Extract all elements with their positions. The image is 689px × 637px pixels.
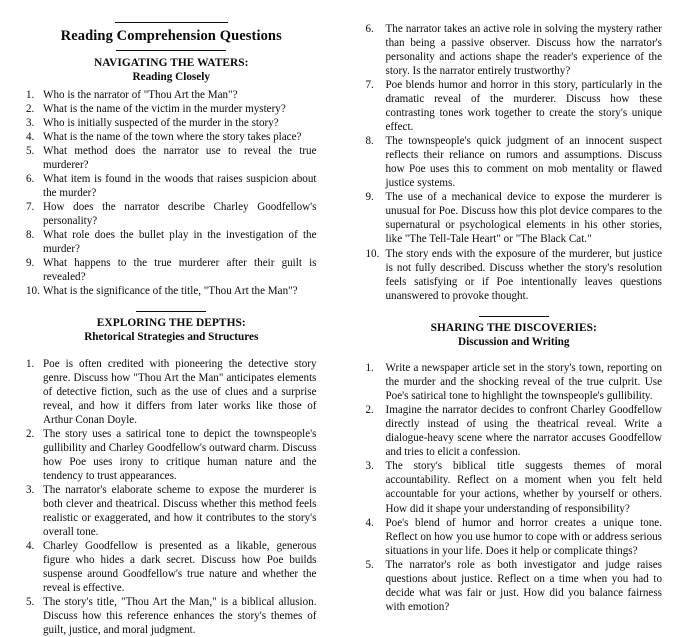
list-item-text: The story ends with the exposure of the murderer, but justice is not fully described. Discuss whether the story's resolution feels satisfying or if Poe intentionally leaves questions unanswered to provoke thought. bbox=[386, 248, 663, 302]
list-item-number: 7. bbox=[366, 78, 384, 92]
list-item-number: 9. bbox=[366, 190, 384, 204]
title-rule-below bbox=[116, 50, 226, 51]
list-item bbox=[26, 116, 317, 130]
left-column bbox=[0, 0, 345, 516]
rhetorical-strategies-list bbox=[26, 357, 317, 637]
list-item-number: 3. bbox=[366, 459, 384, 473]
list-item-number: 2. bbox=[26, 427, 41, 441]
list-item bbox=[26, 357, 317, 427]
list-item-number: 5. bbox=[366, 558, 384, 572]
list-item bbox=[366, 558, 663, 614]
list-item-text: The story uses a satirical tone to depict the townspeople's gullibility and Charley Goodfellow's outward charm. Discuss how Poe uses irony to critique human nature and the tendency to trust appearances. bbox=[43, 428, 317, 482]
list-item-number: 3. bbox=[26, 116, 41, 130]
list-item bbox=[366, 78, 663, 134]
list-item bbox=[26, 88, 317, 102]
list-item bbox=[26, 102, 317, 116]
list-item bbox=[366, 403, 663, 459]
list-item-number: 6. bbox=[26, 172, 41, 186]
list-item-text: The narrator's elaborate scheme to expose the murderer is both clever and theatrical. Discuss whether this method feels realistic or exaggerated, and how it contributes to the story's overall tone. bbox=[43, 484, 317, 538]
section-subheading-rhetorical-strategies: Rhetorical Strategies and Structures bbox=[26, 331, 317, 345]
list-item-number: 2. bbox=[366, 403, 384, 417]
list-item-number: 3. bbox=[26, 483, 41, 497]
list-item-number: 10. bbox=[26, 284, 41, 298]
list-item-text: What is the name of the town where the story takes place? bbox=[43, 131, 301, 143]
list-item bbox=[26, 595, 317, 637]
page-title: Reading Comprehension Questions bbox=[26, 28, 317, 45]
list-item-text: What role does the bullet play in the investigation of the murder? bbox=[43, 229, 317, 255]
list-item bbox=[26, 256, 317, 284]
list-item-text: The story's biblical title suggests themes of moral accountability. Reflect on a moment when you felt held accountable for your actions, whether by yourself or others. How did it shape your understanding of responsibility? bbox=[386, 460, 663, 514]
list-item-number: 9. bbox=[26, 256, 41, 270]
list-item-number: 4. bbox=[26, 130, 41, 144]
list-item bbox=[26, 483, 317, 539]
title-rule-above bbox=[115, 22, 228, 23]
section-heading-navigating-the-waters: NAVIGATING THE WATERS: bbox=[26, 57, 317, 71]
list-item bbox=[26, 427, 317, 483]
list-item bbox=[366, 361, 663, 403]
section-subheading-reading-closely: Reading Closely bbox=[26, 71, 317, 85]
list-item-text: Charley Goodfellow is presented as a likable, generous figure who hides a dark secret. Discuss how Poe builds suspense around Goodfellow's true nature and whether the reveal is effective. bbox=[43, 540, 317, 594]
list-item-text: What is the significance of the title, "Thou Art the Man"? bbox=[43, 285, 298, 297]
list-item-number: 6. bbox=[366, 22, 384, 36]
list-item bbox=[366, 516, 663, 558]
list-item-number: 10. bbox=[366, 247, 384, 261]
list-item-text: Imagine the narrator decides to confront Charley Goodfellow directly instead of using the theatrical reveal. Write a dialogue-heavy scene where the narrator accuses Goodfellow and tries to elicit a confession. bbox=[386, 404, 663, 458]
list-item-text: How does the narrator describe Charley Goodfellow's personality? bbox=[43, 201, 317, 227]
list-item-text: Poe's blend of humor and horror creates a unique tone. Reflect on how you use humor to cope with or address serious situations in your life. Does it help or complicate things? bbox=[386, 517, 663, 557]
list-item bbox=[366, 134, 663, 190]
list-item-text: What method does the narrator use to reveal the true murderer? bbox=[43, 145, 317, 171]
section-subheading-discussion-and-writing: Discussion and Writing bbox=[366, 336, 663, 350]
list-item-text: What item is found in the woods that raises suspicion about the murder? bbox=[43, 173, 317, 199]
list-item-number: 4. bbox=[26, 539, 41, 553]
list-item-number: 7. bbox=[26, 200, 41, 214]
sharing-the-discoveries-rule bbox=[479, 316, 549, 317]
list-item-number: 5. bbox=[26, 144, 41, 158]
list-item-text: The townspeople's quick judgment of an innocent suspect reflects their reliance on rumors and assumptions. Discuss how Poe uses this to comment on mob mentality or flawed justice systems. bbox=[386, 135, 663, 189]
list-item bbox=[366, 190, 663, 246]
list-item-text: The narrator's role as both investigator and judge raises questions about justice. Reflect on a time when you had to decide what was fair or just. How did you balance fairness with emotion? bbox=[386, 559, 663, 613]
list-item-text: The story's title, "Thou Art the Man," is a biblical allusion. Discuss how this reference enhances the story's themes of guilt, justice, and moral judgment. bbox=[43, 596, 317, 636]
reading-closely-list bbox=[26, 88, 317, 298]
list-item bbox=[366, 247, 663, 303]
list-item-number: 2. bbox=[26, 102, 41, 116]
discussion-and-writing-list bbox=[366, 361, 663, 614]
list-item-text: Who is the narrator of "Thou Art the Man"? bbox=[43, 89, 238, 101]
list-item-number: 8. bbox=[26, 228, 41, 242]
list-item-text: What happens to the true murderer after their guilt is revealed? bbox=[43, 257, 317, 283]
section-heading-exploring-the-depths: EXPLORING THE DEPTHS: bbox=[26, 317, 317, 331]
list-item-text: Write a newspaper article set in the story's town, reporting on the murder and the shocking reveal of the true culprit. Use Poe's satirical tone to highlight the townspeople's gullibility. bbox=[386, 362, 663, 402]
exploring-the-depths-rule bbox=[136, 311, 206, 312]
list-item bbox=[26, 130, 317, 144]
section-heading-sharing-the-discoveries: SHARING THE DISCOVERIES: bbox=[366, 322, 663, 336]
list-item bbox=[26, 200, 317, 228]
list-item-number: 1. bbox=[26, 88, 41, 102]
list-item bbox=[366, 459, 663, 515]
list-item-text: The use of a mechanical device to expose the murderer is unusual for Poe. Discuss how this plot device compares to the supernatural or psychological elements in his other stories, like "The Tell-Tale Heart" or "The Black Cat." bbox=[386, 191, 663, 245]
list-item-number: 1. bbox=[366, 361, 384, 375]
right-column bbox=[345, 0, 689, 516]
list-item bbox=[26, 284, 317, 298]
list-item-text: Who is initially suspected of the murder in the story? bbox=[43, 117, 279, 129]
rhetorical-strategies-list-continued bbox=[366, 22, 663, 303]
list-item-number: 5. bbox=[26, 595, 41, 609]
list-item-text: The narrator takes an active role in solving the mystery rather than being a passive observer. Discuss how the narrator's personality and actions shape the reader's experience of the story. Is the narrator entirely trustworthy? bbox=[386, 23, 663, 77]
list-item-number: 4. bbox=[366, 516, 384, 530]
list-item bbox=[26, 539, 317, 595]
list-item-text: Poe is often credited with pioneering the detective story genre. Discuss how "Thou Art the Man" anticipates elements of detective fiction, such as the use of clues and a surprise reveal, and how it differs from later works like those of Arthur Conan Doyle. bbox=[43, 358, 317, 426]
list-item bbox=[26, 172, 317, 200]
list-item-number: 8. bbox=[366, 134, 384, 148]
list-item bbox=[26, 144, 317, 172]
list-item bbox=[26, 228, 317, 256]
list-item bbox=[366, 22, 663, 78]
list-item-text: Poe blends humor and horror in this story, particularly in the dramatic reveal of the murderer. Discuss how these contrasting tones work together to create the story's unique effect. bbox=[386, 79, 663, 133]
list-item-number: 1. bbox=[26, 357, 41, 371]
list-item-text: What is the name of the victim in the murder mystery? bbox=[43, 103, 286, 115]
